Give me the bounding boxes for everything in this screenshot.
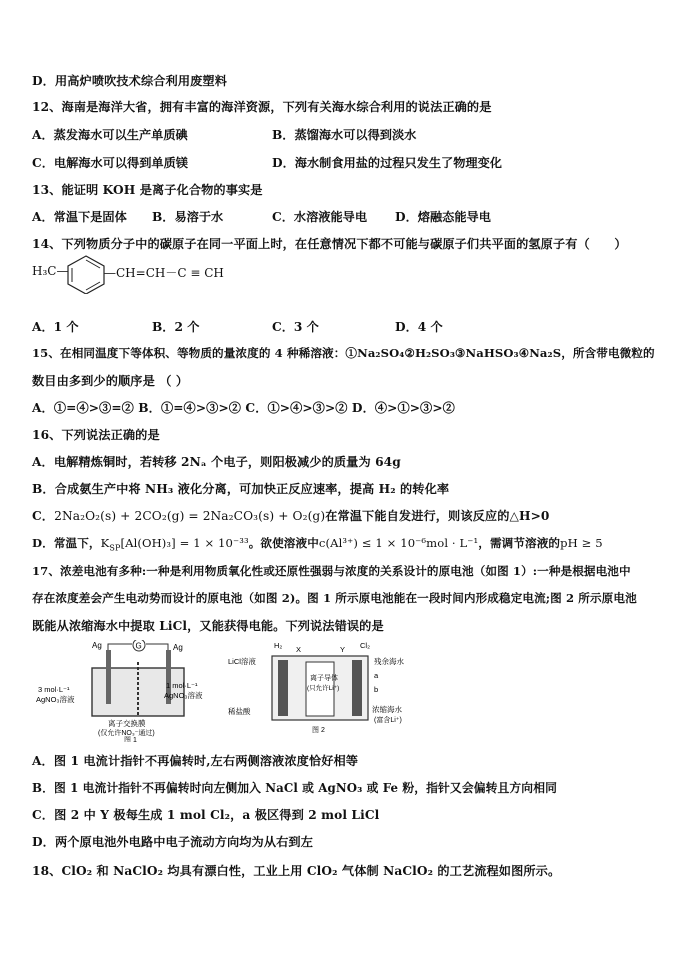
q16-d-mid2: ，需调节溶液的 <box>478 536 561 550</box>
q17-stem-line1: 17、浓差电池有多种:一种是利用物质氧化性或还原性强弱与浓度的关系设计的原电池（如图 1）:一种是根据电池中 <box>32 564 631 578</box>
q13-stem: 13、能证明 KOH 是离子化合物的事实是 <box>32 183 263 197</box>
q11-option-d: D．用高炉喷吹技术综合利用废塑料 <box>32 74 227 88</box>
q14-stem: 14、下列物质分子中的碳原子在同一平面上时，在任意情况下都不可能与碳原子们共平面的氢原子有（ ） <box>32 237 627 251</box>
fig2-membrane-note: (只允许Li⁺) <box>307 685 340 692</box>
q16-c-equation: 2Na₂O₂(s) + 2CO₂(g) = 2Na₂CO₃(s) + O₂(g) <box>54 509 326 523</box>
q12-option-b: B．蒸馏海水可以得到淡水 <box>272 128 417 142</box>
fig1-left-solution: AgNO₃溶液 <box>36 695 75 704</box>
benzene-ring-icon <box>64 254 108 294</box>
q16-c-tail: 在常温下能自发进行，则该反应的△H>0 <box>325 509 550 523</box>
q13-option-b: B．易溶于水 <box>152 210 224 224</box>
q16-option-b: B．合成氨生产中将 NH₃ 液化分离，可加快正反应速率，提高 H₂ 的转化率 <box>32 482 450 496</box>
fig2-b: b <box>374 685 379 694</box>
q16-option-c <box>32 507 549 524</box>
q14-option-b: B．2 个 <box>152 320 200 334</box>
q12-option-a: A．蒸发海水可以生产单质碘 <box>32 128 188 142</box>
q15-stem-line2: 数目由多到少的顺序是 （ ） <box>32 374 189 388</box>
q13-option-d: D．熔融态能导电 <box>395 210 491 224</box>
fig2-cl2: Cl₂ <box>360 641 370 650</box>
q12-option-c: C．电解海水可以得到单质镁 <box>32 156 188 170</box>
fig2-a: a <box>374 671 379 680</box>
q12-stem: 12、海南是海洋大省，拥有丰富的海洋资源，下列有关海水综合利用的说法正确的是 <box>32 100 492 114</box>
figure-2-licl-cell <box>226 640 466 736</box>
fig2-membrane: 离子导体 <box>310 675 338 682</box>
q14-formula-right: —CH=CH－C ≡ CH <box>104 266 224 280</box>
fig2-concentrated-note: (富含Li⁺) <box>374 717 402 724</box>
q15-stem-line1: 15、在相同温度下等体积、等物质的量浓度的 4 种稀溶液：①Na₂SO₄②H₂SO₃③NaHSO₃④Na₂S，所含带电微粒的 <box>32 346 655 360</box>
q16-d-ksp-value: [Al(OH)₃] = 1 × 10⁻³³ <box>120 536 249 550</box>
fig2-caption: 图 2 <box>312 727 325 734</box>
q13-option-c: C．水溶液能导电 <box>272 210 368 224</box>
q16-stem: 16、下列说法正确的是 <box>32 428 160 442</box>
q13-option-a: A．常温下是固体 <box>32 210 127 224</box>
q16-d-label: D．常温下， <box>32 536 101 550</box>
q14-formula-left: H₃C— <box>32 264 69 278</box>
q17-option-c: C．图 2 中 Y 极每生成 1 mol Cl₂，a 极区得到 2 mol LiCl <box>32 808 380 822</box>
q16-d-mid: 。欲使溶液中 <box>248 536 319 550</box>
fig2-h2: H₂ <box>274 641 283 650</box>
q14-option-a: A．1 个 <box>32 320 79 334</box>
fig1-ag-right: Ag <box>173 643 183 652</box>
q17-option-b: B．图 1 电流计指针不再偏转时向左侧加入 NaCl 或 AgNO₃ 或 Fe 粉，指针又会偏转且方向相同 <box>32 781 557 795</box>
q16-option-a: A．电解精炼铜时，若转移 2Nₐ 个电子，则阳极减少的质量为 64g <box>32 455 401 469</box>
fig2-licl: LiCl溶液 <box>228 657 256 666</box>
q17-stem-line2: 存在浓度差会产生电动势而设计的原电池（如图 2)。图 1 所示原电池能在一段时间内形成稳定电流;图 2 所示原电池 <box>32 591 637 605</box>
fig2-x: X <box>296 645 302 654</box>
q18-stem: 18、ClO₂ 和 NaClO₂ 均具有漂白性，工业上用 ClO₂ 气体制 NaClO₂ 的工艺流程如图所示。 <box>32 864 561 878</box>
q14-option-d: D．4 个 <box>395 320 443 334</box>
fig1-membrane-note: (仅允许NO₃⁻通过) <box>98 730 155 737</box>
fig2-residual: 残余海水 <box>374 657 404 666</box>
q16-c-label: C． <box>32 509 55 523</box>
q16-d-ph: pH ≥ 5 <box>560 536 603 550</box>
q16-d-ksp-sub: SP <box>109 543 121 553</box>
fig1-ag-left: Ag <box>92 641 102 650</box>
figure-1-concentration-cell <box>34 640 224 742</box>
q16-d-condition: c(Al³⁺) ≤ 1 × 10⁻⁶mol · L⁻¹ <box>318 536 479 550</box>
q16-option-d <box>32 535 603 552</box>
fig1-membrane: 离子交换膜 <box>108 719 146 728</box>
fig1-meter-label: G <box>135 641 142 651</box>
q17-stem-line3: 既能从浓缩海水中提取 LiCl，又能获得电能。下列说法错误的是 <box>32 619 384 633</box>
q17-option-a: A．图 1 电流计指针不再偏转时,左右两侧溶液浓度恰好相等 <box>32 754 359 768</box>
fig1-caption: 图 1 <box>124 737 137 742</box>
q17-option-d: D．两个原电池外电路中电子流动方向均为从右到左 <box>32 835 313 849</box>
fig1-right-solution-conc: 1 mol·L⁻¹ <box>166 681 198 690</box>
fig2-y: Y <box>340 645 346 654</box>
q16-d-ksp: K <box>100 536 110 550</box>
fig2-concentrated: 浓缩海水 <box>372 705 402 714</box>
q15-options: A．①=④>③=② B．①=④>③>② C．①>④>③>② D．④>①>③>② <box>32 401 455 415</box>
fig1-left-solution-conc: 3 mol·L⁻¹ <box>38 685 70 694</box>
fig2-dilute-acid: 稀盐酸 <box>228 707 251 716</box>
q14-option-c: C．3 个 <box>272 320 319 334</box>
fig1-right-solution: AgNO₃溶液 <box>164 691 203 700</box>
q12-option-d: D．海水制食用盐的过程只发生了物理变化 <box>272 156 502 170</box>
